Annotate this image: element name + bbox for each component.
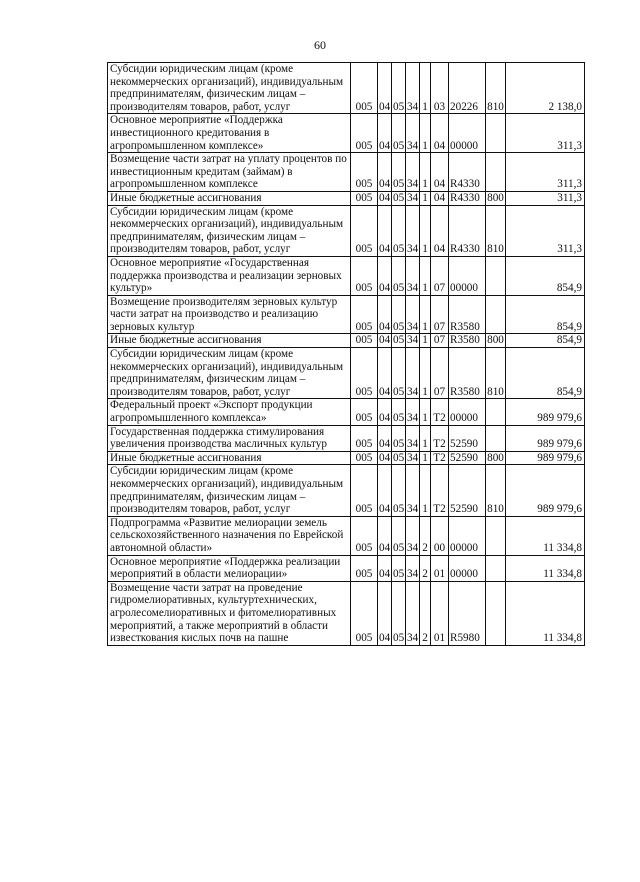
amount: 854,9	[506, 295, 585, 334]
section-code: 04	[378, 465, 392, 516]
ministry-code: 005	[351, 205, 378, 256]
item-name: Подпрограмма «Развитие мелиорации земель сельскохозяйственного назначения по Еврейской автономной области»	[108, 516, 351, 555]
ministry-code: 005	[351, 295, 378, 334]
table-row	[108, 256, 585, 295]
section-code: 04	[378, 399, 392, 425]
program-code: 34	[406, 63, 420, 114]
table-body	[108, 63, 585, 646]
ministry-code: 005	[351, 425, 378, 451]
program-code: 34	[406, 555, 420, 581]
section-code: 04	[379, 451, 391, 464]
direction-code: R3580	[449, 334, 486, 348]
activity-code: T2	[431, 465, 449, 516]
amount: 989 979,6	[506, 451, 585, 465]
subsection-code: 05	[392, 516, 406, 555]
budget-table	[107, 62, 585, 646]
table-row	[108, 516, 585, 555]
subsection-code: 05	[392, 399, 406, 425]
program-code: 34	[406, 205, 420, 256]
ministry-code: 005	[351, 516, 378, 555]
item-name: Возмещение части затрат на уплату процентов по инвестиционным кредитам (займам) в агропромышленном комплексе	[108, 153, 351, 192]
program-code: 34	[406, 256, 420, 295]
amount: 854,9	[506, 348, 585, 399]
amount: 311,3	[506, 205, 585, 256]
expense-type-code	[486, 581, 506, 645]
subsection-code: 05	[392, 348, 406, 399]
ministry-code: 005	[351, 256, 378, 295]
program-code: 34	[406, 581, 420, 645]
amount: 989 979,6	[506, 465, 585, 516]
subsection-code: 05	[392, 295, 406, 334]
table-row	[108, 295, 585, 334]
expense-type-code	[486, 425, 506, 451]
program-code: 34	[406, 348, 420, 399]
subprogram-code: 1	[420, 153, 431, 192]
amount: 854,9	[506, 256, 585, 295]
subprogram-code: 1	[420, 399, 431, 425]
program-code: 34	[406, 425, 420, 451]
table-row	[108, 555, 585, 581]
activity-code: 07	[431, 348, 449, 399]
subprogram-code: 1	[420, 114, 431, 153]
expense-type-code: 810	[486, 205, 506, 256]
table-row	[108, 348, 585, 399]
expense-type-code: 810	[486, 348, 506, 399]
subsection-code: 05	[392, 465, 406, 516]
subsection-code: 05	[392, 205, 406, 256]
expense-type-code: 810	[486, 63, 506, 114]
table-row	[108, 581, 585, 645]
program-code: 34	[407, 451, 419, 464]
subsection-code: 05	[392, 63, 406, 114]
subprogram-code: 2	[420, 581, 431, 645]
expense-type-code: 810	[486, 465, 506, 516]
section-code: 04	[378, 516, 392, 555]
section-code: 04	[379, 191, 391, 204]
subprogram-code: 1	[420, 451, 431, 465]
table-row	[108, 465, 585, 516]
section-code: 04	[378, 153, 392, 192]
direction-code: R4330	[449, 191, 486, 205]
activity-code: 01	[431, 555, 449, 581]
activity-code: 01	[431, 581, 449, 645]
expense-type-code: 800	[487, 191, 504, 204]
subprogram-code: 1	[420, 205, 431, 256]
program-code: 34	[407, 191, 419, 204]
activity-code: 04	[431, 205, 449, 256]
table-row	[108, 425, 585, 451]
expense-type-code	[486, 295, 506, 334]
subprogram-code: 1	[420, 465, 431, 516]
section-code: 04	[378, 256, 392, 295]
activity-code: 04	[431, 153, 449, 192]
expense-type-code	[486, 153, 506, 192]
direction-code: R5980	[449, 581, 486, 645]
ministry-code: 005	[351, 348, 378, 399]
item-name: Возмещение производителям зерновых культур части затрат на производство и реализацию зерновых культур	[108, 295, 351, 334]
subsection-code: 05	[392, 581, 406, 645]
subprogram-code: 1	[420, 425, 431, 451]
ministry-code: 005	[351, 153, 378, 192]
activity-code: T2	[431, 399, 449, 425]
amount: 989 979,6	[506, 399, 585, 425]
item-name: Основное мероприятие «Поддержка инвестиционного кредитования в агропромышленном комплексе»	[108, 114, 351, 153]
section-code: 04	[378, 114, 392, 153]
section-code: 04	[378, 348, 392, 399]
section-code: 04	[378, 555, 392, 581]
amount: 989 979,6	[506, 425, 585, 451]
expense-type-code	[486, 256, 506, 295]
expense-type-code	[486, 114, 506, 153]
item-name: Основное мероприятие «Государственная поддержка производства и реализации зерновых культур»	[108, 256, 351, 295]
table-row	[108, 191, 585, 205]
program-code: 34	[406, 153, 420, 192]
amount: 11 334,8	[506, 581, 585, 645]
item-name: Государственная поддержка стимулирования увеличения производства масличных культур	[108, 425, 351, 451]
amount: 311,3	[506, 114, 585, 153]
subsection-code: 05	[393, 191, 405, 204]
section-code: 04	[378, 63, 392, 114]
section-code: 04	[378, 425, 392, 451]
ministry-code: 005	[351, 334, 378, 348]
table-row	[108, 334, 585, 348]
activity-code: 00	[431, 516, 449, 555]
direction-code: R4330	[449, 205, 486, 256]
activity-code: T2	[431, 451, 449, 465]
item-name: Основное мероприятие «Поддержка реализации мероприятий в области мелиорации»	[108, 555, 351, 581]
amount: 854,9	[506, 334, 585, 348]
item-name: Субсидии юридическим лицам (кроме некоммерческих организаций), индивидуальным предпринимателям, физическим лицам – производителям товаров, работ, услуг	[108, 63, 351, 114]
direction-code: R4330	[449, 153, 486, 192]
amount: 2 138,0	[506, 63, 585, 114]
ministry-code: 005	[351, 191, 378, 205]
expense-type-code: 800	[487, 334, 504, 347]
table-row	[108, 205, 585, 256]
item-name: Иные бюджетные ассигнования	[108, 191, 351, 205]
activity-code: 04	[431, 114, 449, 153]
section-code: 04	[378, 205, 392, 256]
subsection-code: 05	[393, 334, 405, 347]
section-code: 04	[379, 334, 391, 347]
subsection-code: 05	[392, 555, 406, 581]
table-row	[108, 153, 585, 192]
section-code: 04	[378, 581, 392, 645]
table-row	[108, 114, 585, 153]
direction-code: 00000	[449, 516, 486, 555]
subsection-code: 05	[392, 153, 406, 192]
program-code: 34	[406, 399, 420, 425]
item-name: Субсидии юридическим лицам (кроме некоммерческих организаций), индивидуальным предпринимателям, физическим лицам – производителям товаров, работ, услуг	[108, 205, 351, 256]
expense-type-code: 800	[487, 451, 504, 464]
ministry-code: 005	[351, 581, 378, 645]
ministry-code: 005	[351, 63, 378, 114]
expense-type-code	[486, 555, 506, 581]
item-name: Возмещение части затрат на проведение гидромелиоративных, культуртехнических, агролесомелиоративных и фитомелиоративных мероприятий, а также мероприятий в области известкования кислых почв на пашне	[108, 581, 351, 645]
item-name: Иные бюджетные ассигнования	[108, 451, 351, 465]
direction-code: R3580	[449, 295, 486, 334]
activity-code: 07	[431, 256, 449, 295]
page-number: 60	[314, 38, 326, 52]
subprogram-code: 1	[420, 63, 431, 114]
table-row	[108, 451, 585, 465]
direction-code: 00000	[449, 555, 486, 581]
expense-type-code	[486, 399, 506, 425]
item-name: Субсидии юридическим лицам (кроме некоммерческих организаций), индивидуальным предпринимателям, физическим лицам – производителям товаров, работ, услуг	[108, 465, 351, 516]
direction-code: R3580	[449, 348, 486, 399]
subsection-code: 05	[392, 425, 406, 451]
program-code: 34	[406, 465, 420, 516]
direction-code: 20226	[449, 63, 486, 114]
amount: 11 334,8	[506, 555, 585, 581]
amount: 11 334,8	[506, 516, 585, 555]
amount: 311,3	[506, 191, 585, 205]
subprogram-code: 2	[420, 516, 431, 555]
program-code: 34	[406, 114, 420, 153]
subprogram-code: 1	[420, 334, 431, 348]
subsection-code: 05	[392, 114, 406, 153]
program-code: 34	[406, 295, 420, 334]
direction-code: 00000	[449, 256, 486, 295]
direction-code: 52590	[449, 465, 486, 516]
ministry-code: 005	[351, 399, 378, 425]
subsection-code: 05	[392, 256, 406, 295]
amount: 311,3	[506, 153, 585, 192]
activity-code: 04	[431, 191, 449, 205]
direction-code: 52590	[449, 451, 486, 465]
program-code: 34	[407, 334, 419, 347]
subprogram-code: 1	[420, 295, 431, 334]
subprogram-code: 1	[420, 348, 431, 399]
ministry-code: 005	[351, 465, 378, 516]
section-code: 04	[378, 295, 392, 334]
item-name: Иные бюджетные ассигнования	[108, 334, 351, 348]
subprogram-code: 1	[420, 256, 431, 295]
subprogram-code: 2	[420, 555, 431, 581]
subprogram-code: 1	[420, 191, 431, 205]
program-code: 34	[406, 516, 420, 555]
direction-code: 52590	[449, 425, 486, 451]
ministry-code: 005	[351, 555, 378, 581]
activity-code: 07	[431, 334, 449, 348]
subsection-code: 05	[393, 451, 405, 464]
item-name: Федеральный проект «Экспорт продукции агропромышленного комплекса»	[108, 399, 351, 425]
expense-type-code	[486, 516, 506, 555]
direction-code: 00000	[449, 114, 486, 153]
direction-code: 00000	[449, 399, 486, 425]
activity-code: 03	[431, 63, 449, 114]
activity-code: 07	[431, 295, 449, 334]
item-name: Субсидии юридическим лицам (кроме некоммерческих организаций), индивидуальным предпринимателям, физическим лицам – производителям товаров, работ, услуг	[108, 348, 351, 399]
activity-code: T2	[431, 425, 449, 451]
table-row	[108, 399, 585, 425]
table-row	[108, 63, 585, 114]
ministry-code: 005	[351, 114, 378, 153]
ministry-code: 005	[351, 451, 378, 465]
